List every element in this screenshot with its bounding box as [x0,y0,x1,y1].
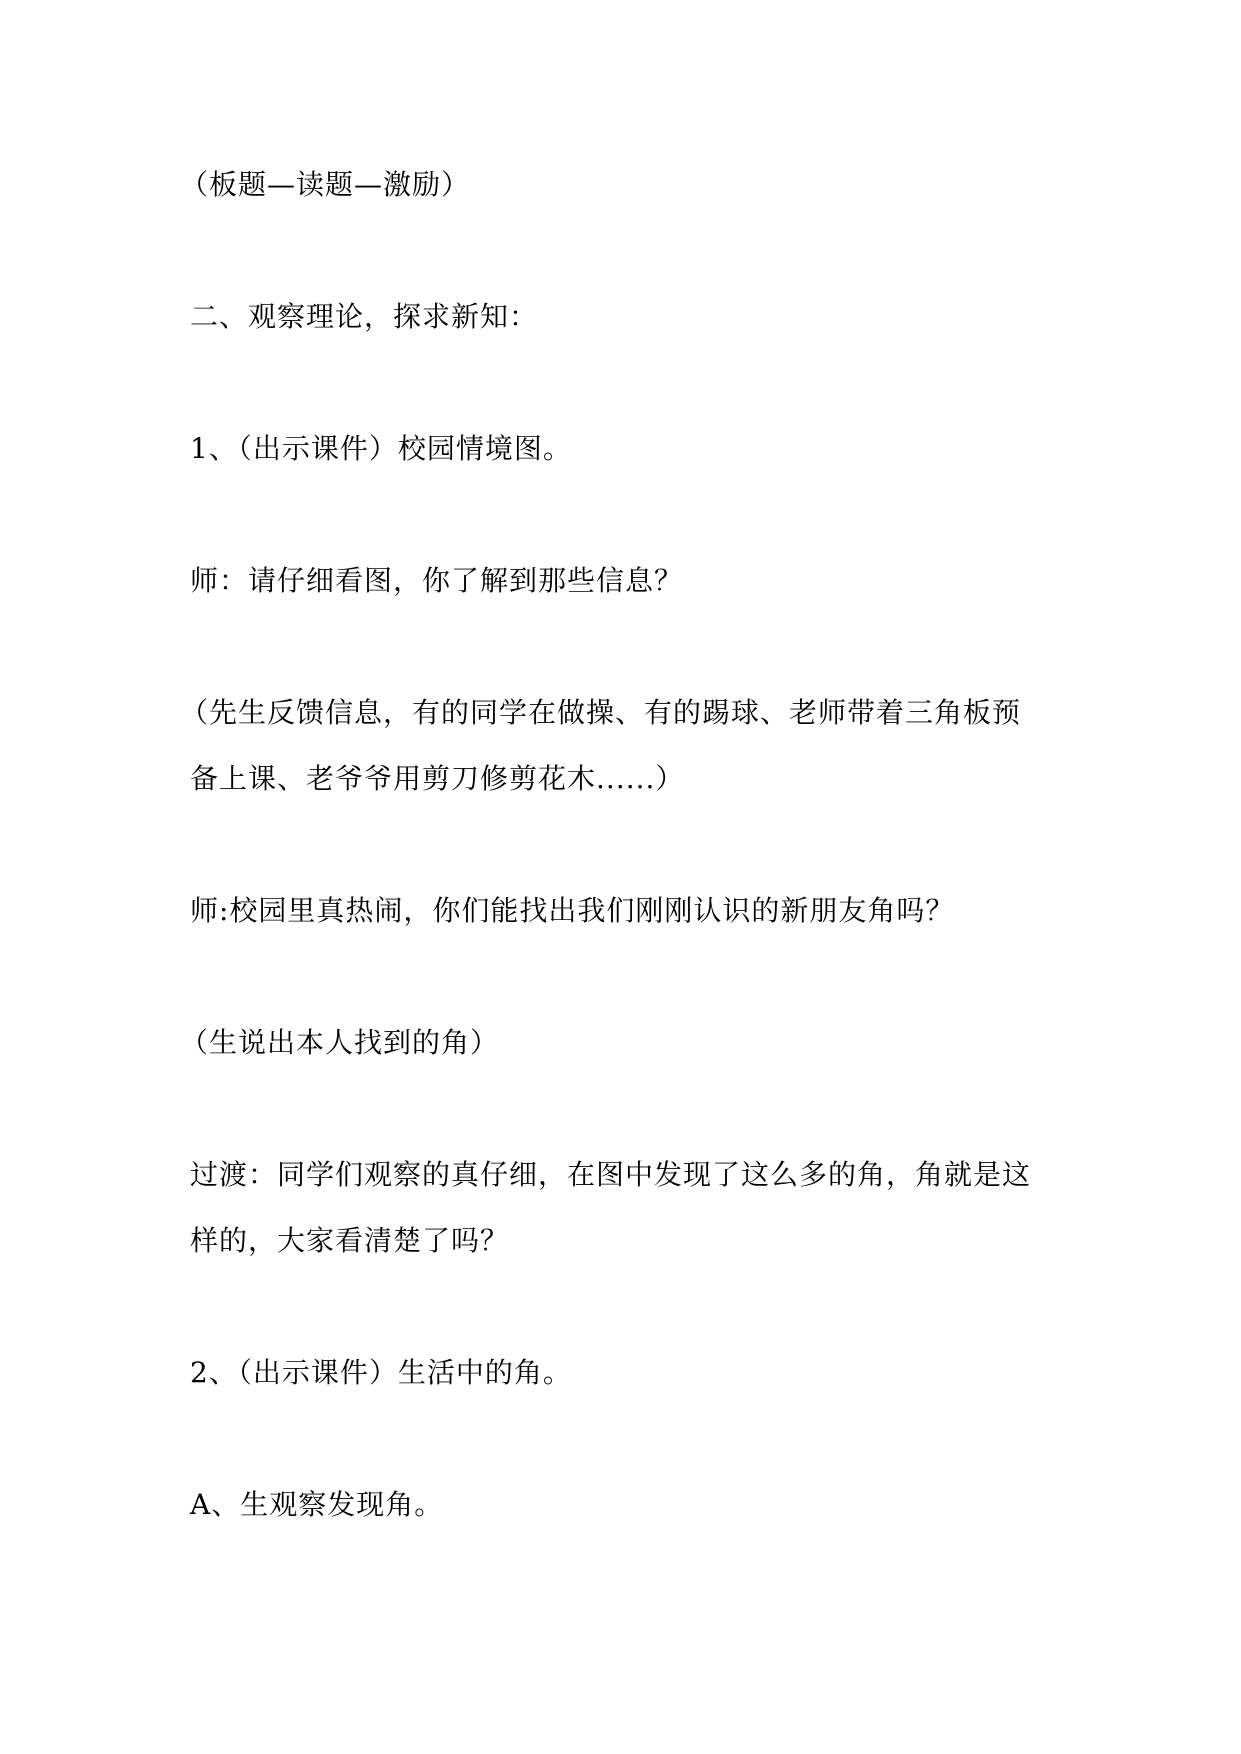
text-line-campus-scene: 1、（出示课件）校园情境图。 [190,432,572,465]
text-line-angles-in-life: 2、（出示课件）生活中的角。 [190,1356,572,1389]
text-line-observe-angles: A、生观察发现角。 [190,1488,444,1521]
text-line-board-title: （板题—读题—激励） [180,168,471,201]
text-line-students-answer: （生说出本人找到的角） [180,1026,500,1059]
text-line-teacher-find-angles: 师:校园里真热闹，你们能找出我们刚刚认识的新朋友角吗？ [190,894,955,927]
section-heading-2: 二、观察理论，探求新知： [190,300,539,333]
text-line-transition-part1: 过渡：同学们观察的真仔细，在图中发现了这么多的角，角就是这 [190,1158,1032,1191]
text-line-transition-part2: 样的，大家看清楚了吗？ [190,1224,510,1257]
text-line-teacher-question: 师：请仔细看图，你了解到那些信息？ [190,564,684,597]
text-line-feedback-part1: （先生反馈信息，有的同学在做操、有的踢球、老师带着三角板预 [180,696,1022,729]
text-line-feedback-part2: 备上课、老爷爷用剪刀修剪花木......） [190,762,685,795]
